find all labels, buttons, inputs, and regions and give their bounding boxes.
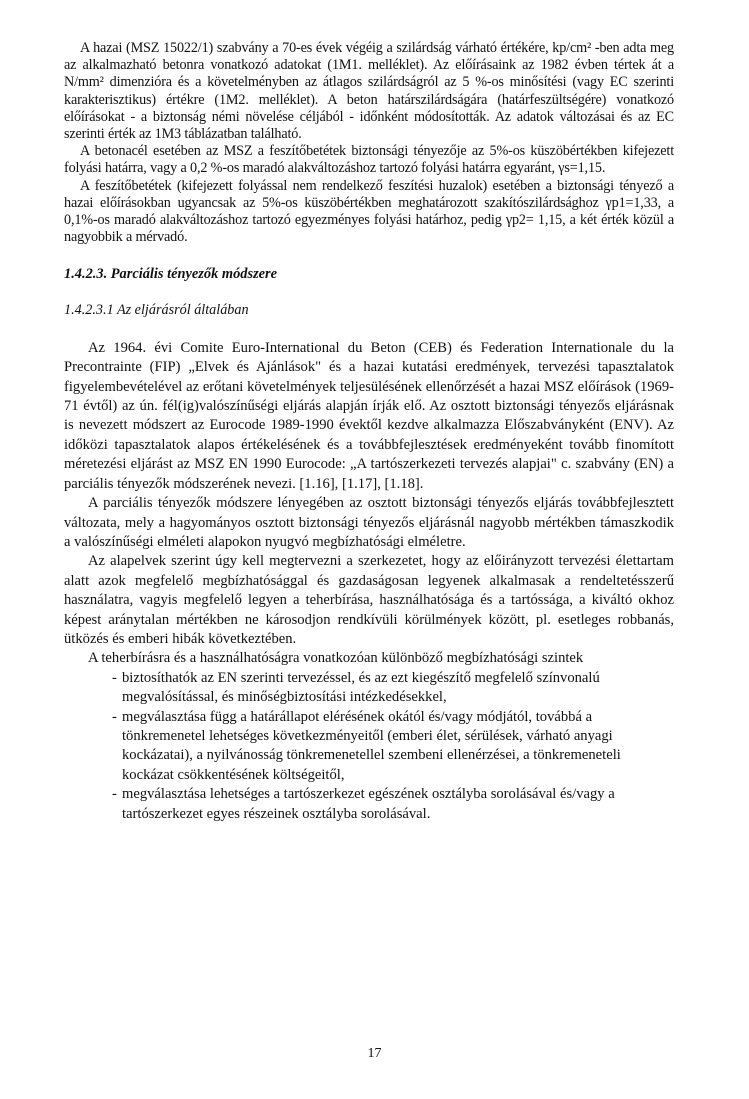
reliability-list	[64, 669, 674, 824]
paragraph-msz-standard: A hazai (MSZ 15022/1) szabvány a 70-es évek végéig a szilárdság várható értékére, kp/cm² -ben adta meg az alkalmazható betonra vonatkozó adatokat (1M1. melléklet). Az előírásaink az 1982 évben tértek át a N/mm² dimenzióra és a követelményben az átlagos szilárdságról az 5 %-os minősítési (vagy EC szerinti karakterisztikus) értékre (1M2. melléklet). A beton határszilárdságára (határfeszültségére) vonatkozó előírásokat - a biztonság némi növelése céljából - időnként módosították. Az adatok változásai és az EC szerinti érték az 1M3 táblázatban található.	[64, 40, 674, 143]
paragraph-partial-factors: A parciális tényezők módszere lényegében az osztott biztonsági tényezős eljárás továbbfejlesztett változata, mely a hagyományos osztott biztonsági tényezős eljárásnál nagyobb mértékben támaszkodik a valószínűségi elméleti alapokon nyugvó megbízhatósági elméletre.	[64, 495, 674, 550]
list-item: - megválasztása függ a határállapot elérésének okától és/vagy módjától, továbbá a tönkremenetel lehetséges következményeitől (emberi élet, sérülések, várható anyagi kockázatai), a nyilvánosság tönkremenetellel szembeni ellenérzései, a tönkremeneteli kockázat csökkentésének költségeitől,	[112, 708, 674, 786]
list-item: - biztosíthatók az EN szerinti tervezéssel, és az ezt kiegészítő megfelelő színvonalú megvalósítással, és minőségbiztosítási intézkedésekkel,	[112, 669, 674, 708]
list-item: - megválasztása lehetséges a tartószerkezet egészének osztályba sorolásával és/vagy a tartószerkezet egyes részeinek osztályba sorolásával.	[112, 785, 674, 824]
paragraph-principles: Az alapelvek szerint úgy kell megtervezni a szerkezetet, hogy az előirányzott tervezési élettartam alatt azok megfelelő megbízhatósággal és gazdaságosan legyenek alkalmasak a rendeltetésszerű használatra, vagyis megfelelő legyen a teherbírása, használhatósága és a tartóssága, a kiváltó okhoz képest aránytalan mértékben ne károsodjon rendkívüli körülmények között, pl. esetleges robbanás, ütközés és emberi hibák következtében.	[64, 553, 674, 647]
paragraph-ceb-fip: Az 1964. évi Comite Euro-International du Beton (CEB) és Federation Internationale du la Precontrainte (FIP) „Elvek és Ajánlások" és a hazai kutatási eredmények, tervezési tapasztalatok figyelembevételével az erőtani követelmények teljesülésének ellenőrzését a hazai MSZ előírások (1969-71 évtől) az ún. fél(ig)valószínűségi eljárás alapján írják elő. Az osztott biztonsági tényezős eljárásnak is nevezett módszert az Eurocode 1989-1990 évektől kezdve alkalmazza Előszabványként (ENV). Az időközi tapasztalatok alapos értékelésének és a továbbfejlesztések eredményeként tovább finomított méretezési eljárást az MSZ EN 1990 Eurocode: „A tartószerkezeti tervezés alapjai" c. szabvány (EN) a parciális tényezők módszerének nevezi. [1.16], [1.17], [1.18].	[64, 339, 674, 492]
paragraph-prestressing: A feszítőbetétek (kifejezett folyással nem rendelkező feszítési huzalok) esetében a biztonsági tényező a hazai előírásokban ugyancsak az 5%-os küszöbértékben meghatározott szakítószilárdsághoz γp1=1,33, a 0,1%-os maradó alakváltozáshoz tartozó egyezményes folyási határhoz, pedig γp2= 1,15, a két érték közül a nagyobbik a mérvadó.	[64, 177, 674, 246]
document-page	[64, 40, 674, 824]
section-body	[64, 339, 674, 824]
paragraph-rebar: A betonacél esetében az MSZ a feszítőbetétek biztonsági tényezője az 5%-os küszöbértékben kifejezett folyási határra, vagy a 0,2 %-os maradó alakváltozáshoz tartozó folyási határra egyaránt, γs=1,15.	[64, 143, 674, 177]
paragraph-reliability-levels: A teherbírásra és a használhatóságra vonatkozóan különböző megbízhatósági szintek	[88, 650, 584, 667]
subsection-heading: 1.4.2.3.1 Az eljárásról általában	[64, 301, 249, 318]
page-number: 17	[367, 1046, 382, 1061]
section-heading: 1.4.2.3. Parciális tényezők módszere	[64, 266, 278, 283]
